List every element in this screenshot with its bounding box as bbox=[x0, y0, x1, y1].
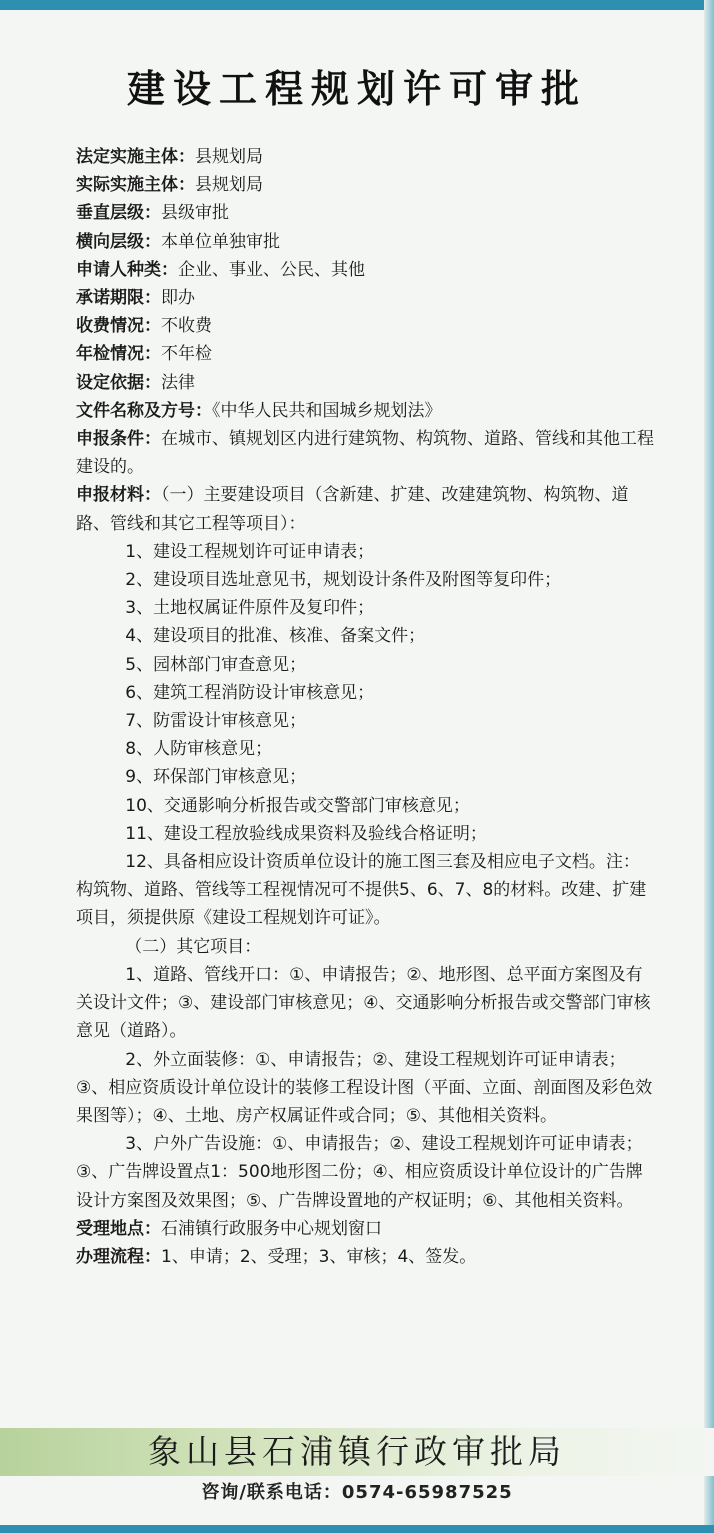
field-key: 实际实施主体 bbox=[76, 175, 178, 196]
material-item: 8、人防审核意见； bbox=[125, 739, 273, 760]
field-key: 设定依据 bbox=[76, 372, 144, 393]
process-value: 1、申请；2、受理；3、审核；4、签发。 bbox=[161, 1246, 477, 1267]
field-key: 年检情况 bbox=[76, 344, 144, 365]
footer-phone: 咨询/联系电话：0574-65987525 bbox=[201, 1482, 513, 1503]
field-key: 横向层级 bbox=[76, 231, 144, 252]
field-value: 企业、事业、公民、其他 bbox=[178, 259, 365, 280]
field-row: 实际实施主体：县规划局 bbox=[76, 175, 263, 196]
footer-org-name: 象山县石浦镇行政审批局 bbox=[148, 1432, 566, 1471]
process-row: 办理流程：1、申请；2、受理；3、审核；4、签发。 bbox=[76, 1246, 477, 1267]
field-value: 法律 bbox=[161, 372, 195, 393]
field-row: 垂直层级：县级审批 bbox=[76, 203, 229, 224]
field-value: 县规划局 bbox=[195, 147, 263, 167]
location-key: 受理地点 bbox=[76, 1218, 144, 1239]
material-item: 9、环保部门审核意见； bbox=[125, 767, 307, 788]
field-key: 申报条件 bbox=[76, 429, 144, 450]
field-row: 收费情况：不收费 bbox=[76, 316, 212, 337]
field-key: 文件名称及方号 bbox=[76, 400, 195, 421]
material-item: 7、防雷设计审核意见； bbox=[125, 711, 307, 732]
location-row: 受理地点：石浦镇行政服务中心规划窗口 bbox=[76, 1218, 382, 1239]
field-row: 年检情况：不年检 bbox=[76, 344, 212, 365]
location-value: 石浦镇行政服务中心规划窗口 bbox=[161, 1218, 382, 1239]
field-value: 县级审批 bbox=[161, 203, 229, 224]
materials-key: 申报材料 bbox=[76, 485, 144, 506]
material-item: 6、建筑工程消防设计审核意见； bbox=[125, 682, 375, 703]
right-edge-strip bbox=[704, 0, 714, 1533]
field-value: 即办 bbox=[161, 288, 195, 309]
field-value: 不年检 bbox=[161, 344, 212, 365]
field-value: 不收费 bbox=[161, 316, 212, 337]
other-items-heading: （二）其它项目： bbox=[125, 936, 262, 957]
field-value: 在城市、镇规划区内进行建筑物、构筑物、道路、管线和其他工程建设的。 bbox=[76, 429, 654, 478]
bottom-accent-band bbox=[0, 1525, 714, 1533]
document-body bbox=[76, 143, 656, 1271]
material-item: 4、建设项目的批准、核准、备案文件； bbox=[125, 626, 426, 647]
other-item: 1、道路、管线开口：①、申请报告；②、地形图、总平面方案图及有关设计文件；③、建设部门审核意见；④、交通影响分析报告或交警部门审核意见（道路）。 bbox=[76, 964, 651, 1042]
page-title: 建设工程规划许可审批 bbox=[126, 67, 587, 111]
materials-intro-text: （一）主要建设项目（含新建、扩建、改建建筑物、构筑物、道路、管线和其它工程等项目）： bbox=[76, 485, 629, 534]
field-row: 横向层级：本单位单独审批 bbox=[76, 231, 280, 252]
field-row: 设定依据：法律 bbox=[76, 372, 195, 393]
field-row: 法定实施主体：县规划局 bbox=[76, 147, 263, 167]
field-key: 垂直层级 bbox=[76, 203, 144, 224]
material-item: 1、建设工程规划许可证申请表； bbox=[125, 541, 375, 562]
other-item: 2、外立面装修：①、申请报告；②、建设工程规划许可证申请表；③、相应资质设计单位设计的装修工程设计图（平面、立面、剖面图及彩色效果图等）；④、土地、房产权属证件或合同；⑤、其他相关资料。 bbox=[76, 1049, 653, 1126]
field-row: 申报条件：在城市、镇规划区内进行建筑物、构筑物、道路、管线和其他工程建设的。 bbox=[76, 429, 654, 478]
field-key: 申请人种类 bbox=[76, 259, 161, 280]
field-key: 收费情况 bbox=[76, 316, 144, 337]
field-key: 法定实施主体 bbox=[76, 147, 178, 167]
material-item: 3、土地权属证件原件及复印件； bbox=[125, 598, 375, 619]
top-accent-band bbox=[0, 0, 714, 10]
field-row: 文件名称及方号：《中华人民共和国城乡规划法》 bbox=[76, 400, 442, 421]
field-row: 申请人种类：企业、事业、公民、其他 bbox=[76, 259, 365, 280]
material-item: 11、建设工程放验线成果资料及验线合格证明； bbox=[125, 823, 487, 844]
materials-intro: 申报材料：（一）主要建设项目（含新建、扩建、改建建筑物、构筑物、道路、管线和其它工程等项目）： bbox=[76, 485, 629, 534]
material-item: 12、具备相应设计资质单位设计的施工图三套及相应电子文档。注：构筑物、道路、管线等工程视情况可不提供5、6、7、8的材料。改建、扩建项目，须提供原《建设工程规划许可证》。 bbox=[76, 852, 647, 929]
field-value: 《中华人民共和国城乡规划法》 bbox=[212, 400, 442, 421]
field-key: 承诺期限 bbox=[76, 288, 144, 309]
other-item: 3、户外广告设施：①、申请报告；②、建设工程规划许可证申请表；③、广告牌设置点1：500地形图二份；④、相应资质设计单位设计的广告牌设计方案图及效果图；⑤、广告牌设置地的产权证明；⑥、其他相关资料。 bbox=[76, 1134, 643, 1211]
field-row: 承诺期限：即办 bbox=[76, 288, 195, 309]
material-item: 2、建设项目选址意见书，规划设计条件及附图等复印件； bbox=[125, 570, 562, 591]
material-item: 5、园林部门审查意见； bbox=[125, 654, 307, 675]
field-value: 县规划局 bbox=[195, 175, 263, 196]
material-item: 10、交通影响分析报告或交警部门审核意见； bbox=[125, 795, 470, 816]
field-value: 本单位单独审批 bbox=[161, 231, 280, 252]
process-key: 办理流程 bbox=[76, 1246, 144, 1267]
